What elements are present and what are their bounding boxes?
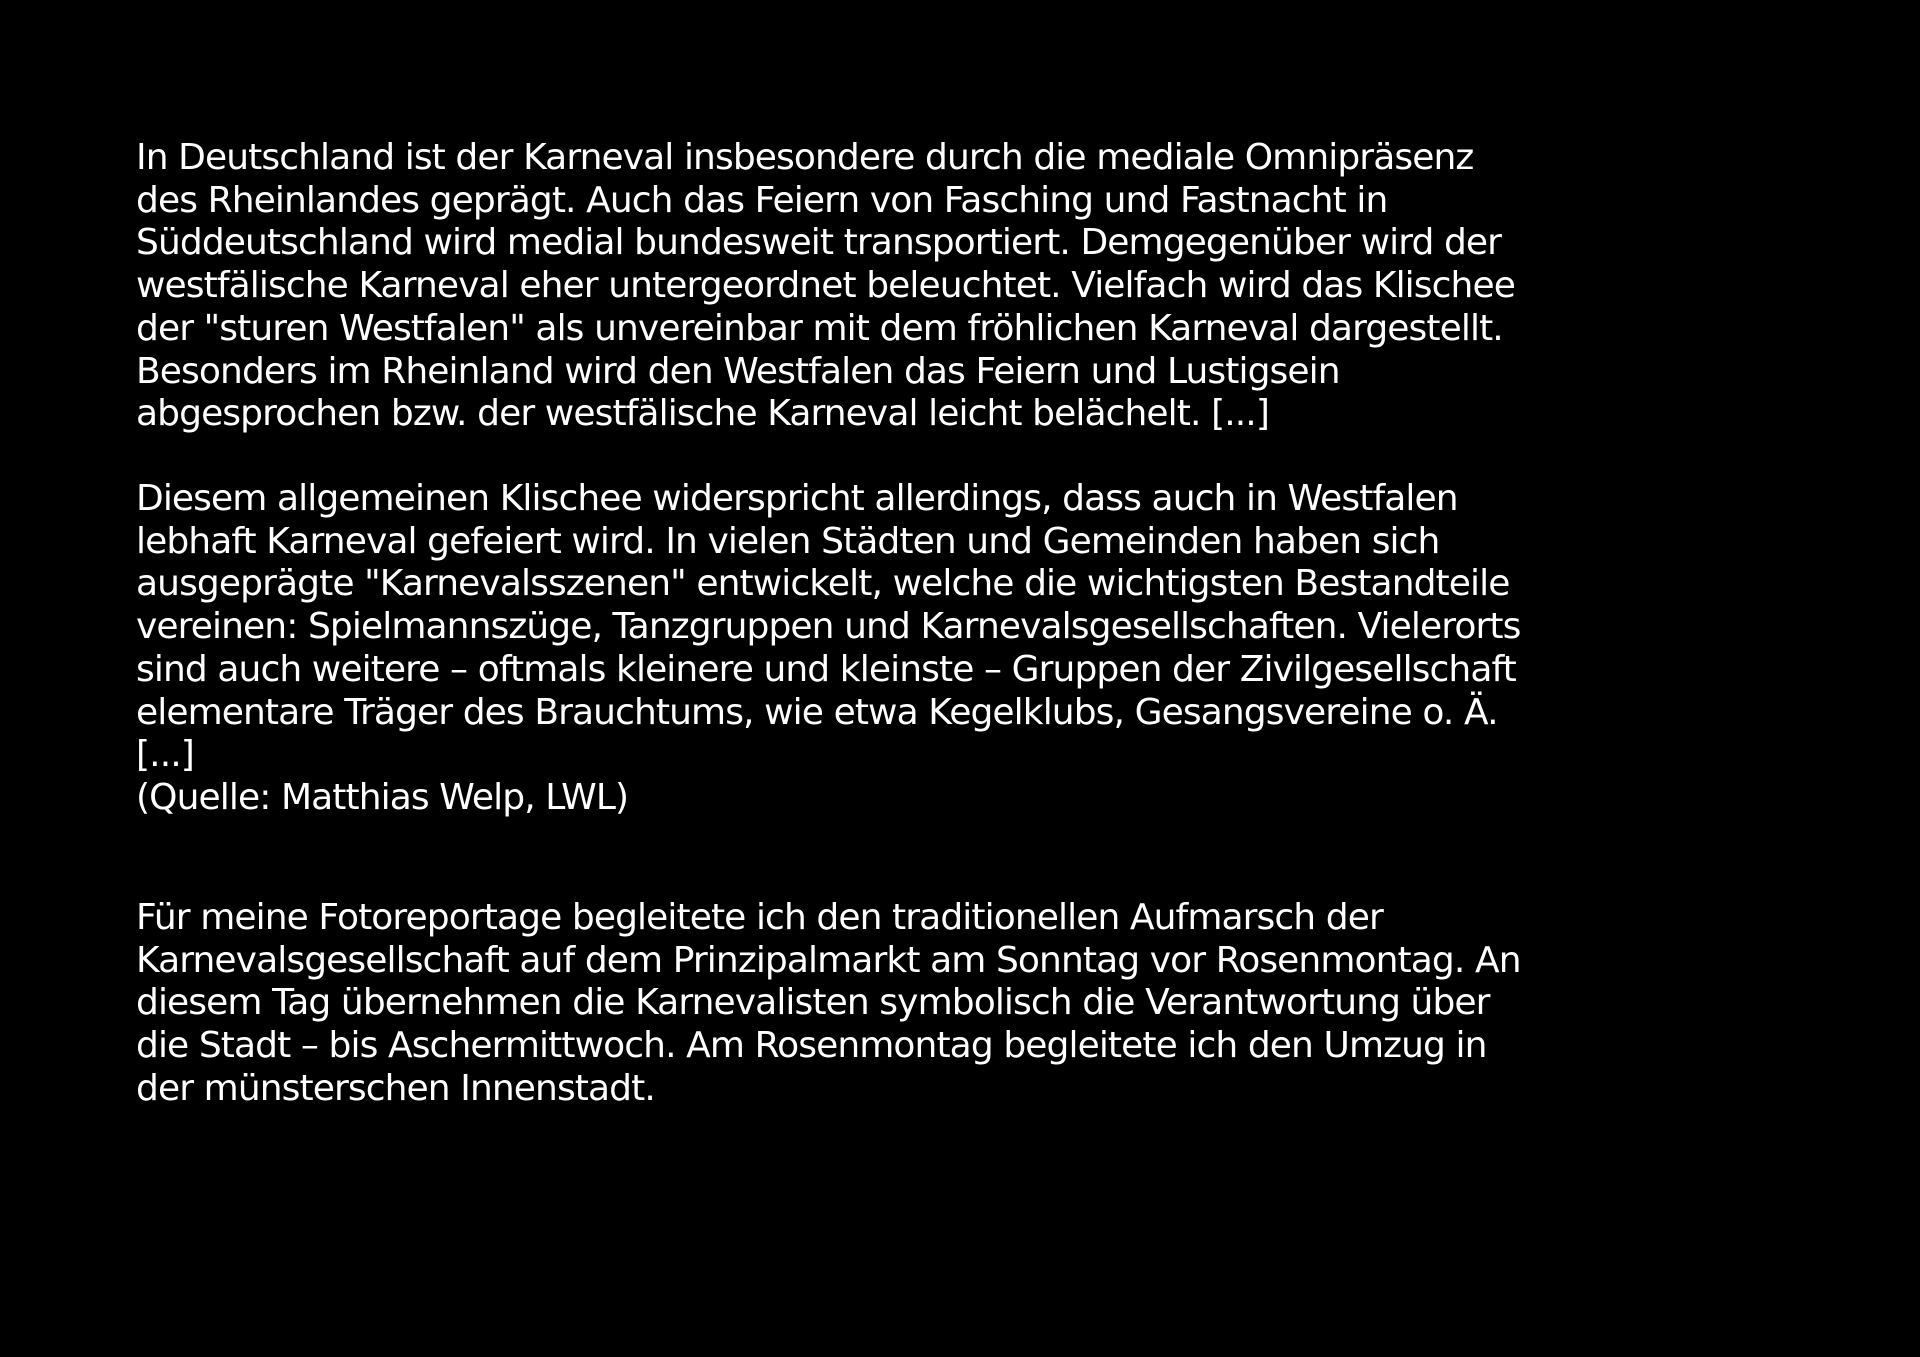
paragraph-karneval-westfalen: Diesem allgemeinen Klischee widerspricht allerdings, dass auch in Westfalen lebhaft Karneval gefeiert wird. In vielen Städten und Gemeinden haben sich ausgeprägte "Karnevalsszenen" entwickelt, welche die wichtigsten Bestandteile vereinen: Spielmannszüge, Tanzgruppen und Karnevalsgesellschaften. Vielerorts sind auch weitere – oftmals kleinere und kleinste – Gruppen der Zivilgesellschaft elementare Träger des Brauchtums, wie etwa Kegelklubs, Gesangsvereine o. Ä. [...] (Quelle: Matthias Welp, LWL) bbox=[136, 478, 1521, 818]
paragraph-fotoreportage: Für meine Fotoreportage begleitete ich den traditionellen Aufmarsch der Karnevalsgesellschaft auf dem Prinzipalmarkt am Sonntag vor Rosenmontag. An diesem Tag übernehmen die Karnevalisten symbolisch die Verantwortung über die Stadt – bis Aschermittwoch. Am Rosenmontag begleitete ich den Umzug in der münsterschen Innenstadt. bbox=[136, 897, 1521, 1109]
paragraph-karneval-deutschland: In Deutschland ist der Karneval insbesondere durch die mediale Omnipräsenz des Rheinlandes geprägt. Auch das Feiern von Fasching und Fastnacht in Süddeutschland wird medial bundesweit transportiert. Demgegenüber wird der westfälische Karneval eher untergeordnet beleuchtet. Vielfach wird das Klischee der "sturen Westfalen" als unvereinbar mit dem fröhlichen Karneval dargestellt. Besonders im Rheinland wird den Westfalen das Feiern und Lustigsein abgesprochen bzw. der westfälische Karneval leicht belächelt. [...] bbox=[136, 137, 1515, 435]
